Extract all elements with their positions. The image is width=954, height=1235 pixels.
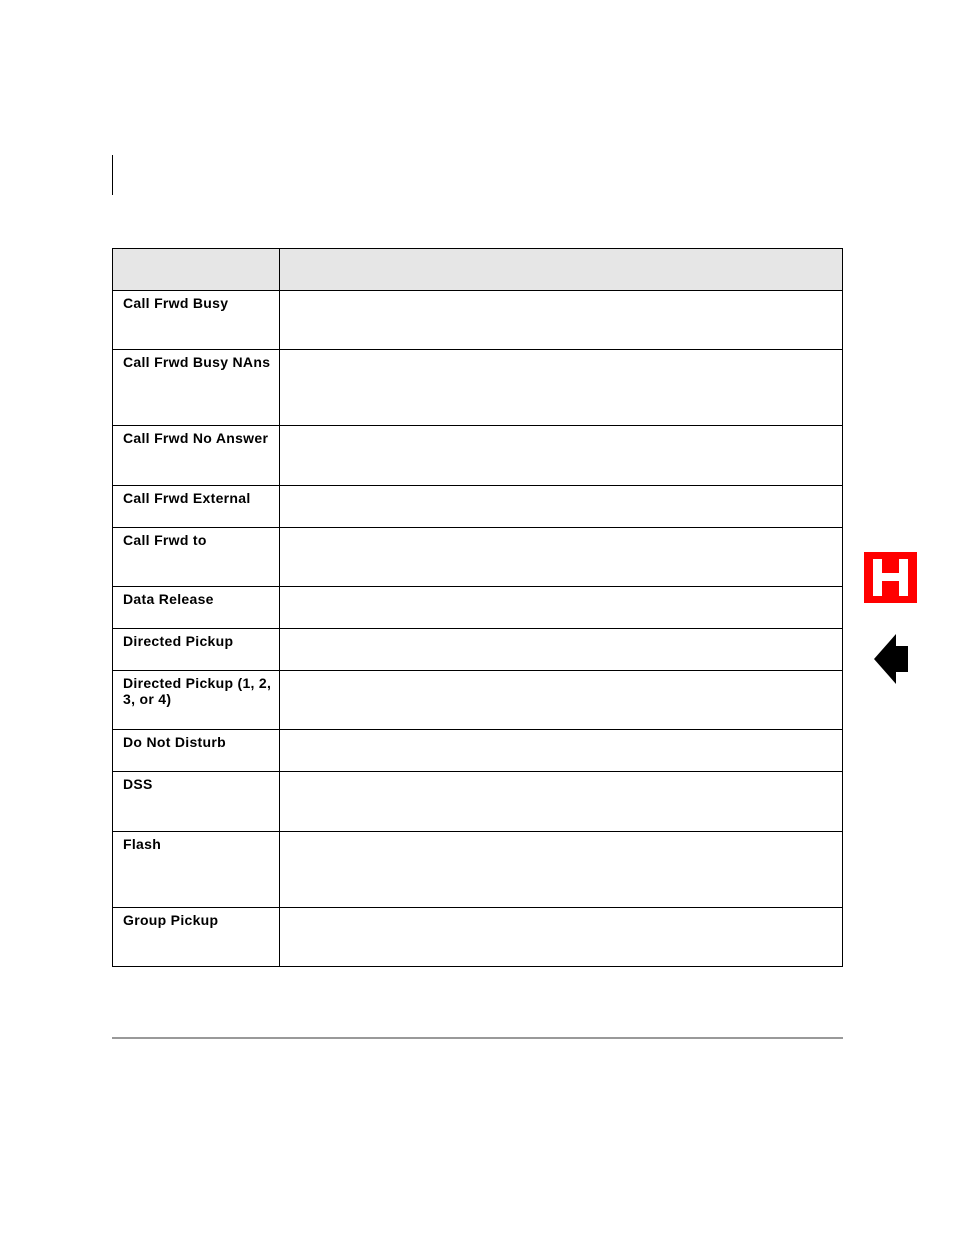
feature-description [280,908,843,967]
table-row [113,629,843,671]
feature-description [280,730,843,772]
feature-name: Group Pickup [113,908,280,967]
feature-description [280,486,843,528]
h-letter-icon-graphic [864,552,917,603]
feature-name: Data Release [113,587,280,629]
feature-description [280,671,843,730]
feature-name: Call Frwd Busy NAns [113,350,280,426]
feature-description [280,832,843,908]
footer-rule [112,1037,843,1039]
feature-name: Directed Pickup (1, 2, 3, or 4) [113,671,280,730]
header-name-cell [113,249,280,291]
table-row [113,772,843,832]
feature-name: Call Frwd No Answer [113,426,280,486]
change-bar [112,155,113,195]
feature-name: Call Frwd External [113,486,280,528]
feature-description [280,426,843,486]
feature-description [280,772,843,832]
table-header-row [113,249,843,291]
table-row [113,730,843,772]
feature-table [112,248,843,967]
header-description-cell [280,249,843,291]
feature-name: Call Frwd to [113,528,280,587]
back-arrow-icon-graphic [872,632,910,686]
feature-name: Directed Pickup [113,629,280,671]
table-row [113,832,843,908]
table-row [113,291,843,350]
table-row [113,486,843,528]
feature-name: Flash [113,832,280,908]
h-letter-icon[interactable] [864,552,917,603]
table-row [113,528,843,587]
table-row [113,587,843,629]
table-row [113,908,843,967]
feature-description [280,587,843,629]
feature-description [280,291,843,350]
table-row [113,350,843,426]
feature-name: Do Not Disturb [113,730,280,772]
back-arrow-icon[interactable] [872,632,910,686]
table-row [113,671,843,730]
feature-description [280,629,843,671]
feature-name: Call Frwd Busy [113,291,280,350]
feature-name: DSS [113,772,280,832]
feature-description [280,350,843,426]
table-row [113,426,843,486]
feature-description [280,528,843,587]
